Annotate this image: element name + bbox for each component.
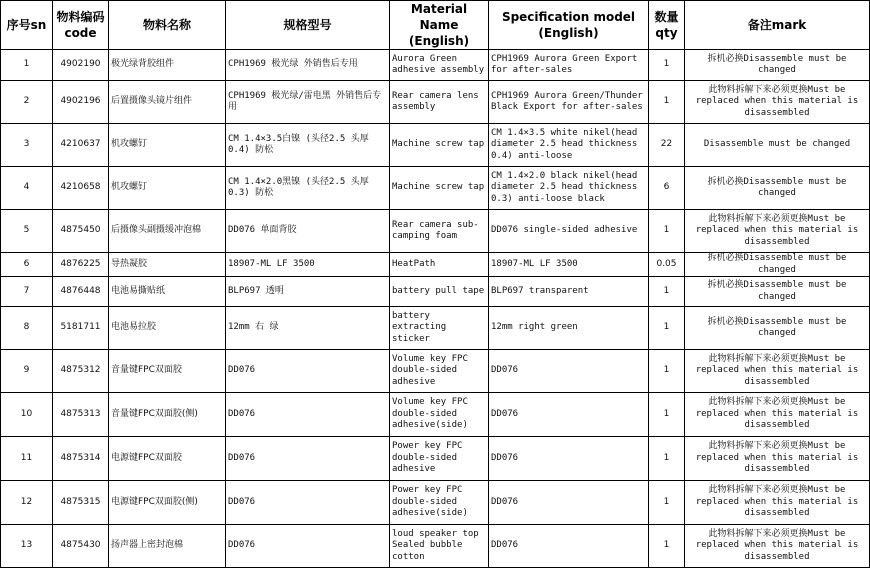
- cell-sn: 13: [1, 525, 53, 568]
- cell-code: 4875430: [53, 525, 109, 568]
- cell-spec-en: DD076: [489, 350, 649, 393]
- cell-remark: 此物料拆解下来必须更换Must be replaced when this material is disassembled: [685, 525, 870, 568]
- cell-spec: 18907-ML LF 3500: [226, 253, 390, 277]
- cell-spec-en: BLP697 transparent: [489, 277, 649, 307]
- cell-spec-en: DD076: [489, 525, 649, 568]
- cell-code: 4876225: [53, 253, 109, 277]
- cell-spec: DD076 单面背胶: [226, 210, 390, 253]
- cell-qty: 1: [649, 210, 685, 253]
- cell-spec-en: DD076: [489, 481, 649, 525]
- table-row: [1, 525, 870, 568]
- cell-sn: 7: [1, 277, 53, 307]
- cell-spec-en: 18907-ML LF 3500: [489, 253, 649, 277]
- cell-spec: CPH1969 极光绿 外销售后专用: [226, 50, 390, 81]
- cell-qty: 1: [649, 307, 685, 350]
- cell-code: 4875313: [53, 393, 109, 437]
- cell-spec-en: DD076: [489, 437, 649, 481]
- table-row: [1, 437, 870, 481]
- cell-qty: 1: [649, 277, 685, 307]
- cell-sn: 12: [1, 481, 53, 525]
- cell-remark: 拆机必换Disassemble must be changed: [685, 307, 870, 350]
- cell-code: 4210658: [53, 167, 109, 210]
- cell-name: 扬声器上密封泡棉: [109, 525, 226, 568]
- cell-qty: 1: [649, 481, 685, 525]
- cell-code: 5181711: [53, 307, 109, 350]
- cell-sn: 3: [1, 124, 53, 167]
- cell-code: 4902196: [53, 81, 109, 124]
- cell-name-en: Volume key FPC double-sided adhesive(side): [390, 393, 489, 437]
- table-row: [1, 167, 870, 210]
- cell-qty: 1: [649, 393, 685, 437]
- header-sn: 序号sn: [1, 1, 53, 50]
- cell-spec-en: 12mm right green: [489, 307, 649, 350]
- cell-name: 电池易撕贴纸: [109, 277, 226, 307]
- cell-name-en: Machine screw tap: [390, 124, 489, 167]
- table-row: [1, 253, 870, 277]
- cell-name: 机攻螺钉: [109, 124, 226, 167]
- header-code: 物料编码code: [53, 1, 109, 50]
- cell-spec: 12mm 右 绿: [226, 307, 390, 350]
- header-name-en: Material Name (English): [390, 1, 489, 50]
- cell-name: 电池易拉胶: [109, 307, 226, 350]
- cell-name: 音量键FPC双面胶(侧): [109, 393, 226, 437]
- cell-name-en: Power key FPC double-sided adhesive(side): [390, 481, 489, 525]
- cell-name-en: Power key FPC double-sided adhesive: [390, 437, 489, 481]
- table-row: [1, 277, 870, 307]
- cell-sn: 10: [1, 393, 53, 437]
- cell-qty: 1: [649, 81, 685, 124]
- cell-name-en: Volume key FPC double-sided adhesive: [390, 350, 489, 393]
- cell-spec: DD076: [226, 350, 390, 393]
- header-spec: 规格型号: [226, 1, 390, 50]
- cell-remark: 拆机必换Disassemble must be changed: [685, 167, 870, 210]
- cell-code: 4902190: [53, 50, 109, 81]
- cell-spec-en: DD076: [489, 393, 649, 437]
- cell-spec: CM 1.4×3.5白镍 (头径2.5 头厚0.4) 防松: [226, 124, 390, 167]
- cell-spec-en: CM 1.4×3.5 white nikel(head diameter 2.5 head thickness 0.4) anti-loose: [489, 124, 649, 167]
- cell-name-en: battery extracting sticker: [390, 307, 489, 350]
- table-row: [1, 481, 870, 525]
- cell-qty: 6: [649, 167, 685, 210]
- cell-code: 4875314: [53, 437, 109, 481]
- cell-sn: 2: [1, 81, 53, 124]
- cell-spec-en: CPH1969 Aurora Green/Thunder Black Export for after-sales: [489, 81, 649, 124]
- cell-sn: 1: [1, 50, 53, 81]
- cell-code: 4210637: [53, 124, 109, 167]
- cell-remark: 拆机必换Disassemble must be changed: [685, 253, 870, 277]
- cell-name-en: loud speaker top Sealed bubble cotton: [390, 525, 489, 568]
- cell-remark: 拆机必换Disassemble must be changed: [685, 277, 870, 307]
- cell-spec: CPH1969 极光绿/雷电黑 外销售后专用: [226, 81, 390, 124]
- table-row: [1, 50, 870, 81]
- cell-name-en: Aurora Green adhesive assembly: [390, 50, 489, 81]
- cell-name: 音量键FPC双面胶: [109, 350, 226, 393]
- table-row: [1, 307, 870, 350]
- cell-name: 极光绿背胶组件: [109, 50, 226, 81]
- cell-spec: DD076: [226, 525, 390, 568]
- cell-remark: Disassemble must be changed: [685, 124, 870, 167]
- cell-sn: 11: [1, 437, 53, 481]
- cell-remark: 此物料拆解下来必须更换Must be replaced when this material is disassembled: [685, 481, 870, 525]
- cell-sn: 8: [1, 307, 53, 350]
- table-row: [1, 210, 870, 253]
- cell-remark: 此物料拆解下来必须更换Must be replaced when this material is disassembled: [685, 393, 870, 437]
- cell-code: 4875312: [53, 350, 109, 393]
- cell-name: 机攻螺钉: [109, 167, 226, 210]
- cell-name-en: Rear camera lens assembly: [390, 81, 489, 124]
- cell-qty: 1: [649, 50, 685, 81]
- cell-qty: 1: [649, 437, 685, 481]
- cell-remark: 此物料拆解下来必须更换Must be replaced when this material is disassembled: [685, 350, 870, 393]
- cell-spec: BLP697 透明: [226, 277, 390, 307]
- cell-code: 4876448: [53, 277, 109, 307]
- cell-spec-en: CPH1969 Aurora Green Export for after-sales: [489, 50, 649, 81]
- table-row: [1, 393, 870, 437]
- cell-name: 后置摄像头镜片组件: [109, 81, 226, 124]
- cell-name: 电源键FPC双面胶: [109, 437, 226, 481]
- cell-qty: 0.05: [649, 253, 685, 277]
- cell-sn: 4: [1, 167, 53, 210]
- table-row: [1, 81, 870, 124]
- cell-name: 电源键FPC双面胶(侧): [109, 481, 226, 525]
- cell-spec-en: DD076 single-sided adhesive: [489, 210, 649, 253]
- cell-name-en: battery pull tape: [390, 277, 489, 307]
- cell-remark: 此物料拆解下来必须更换Must be replaced when this material is disassembled: [685, 210, 870, 253]
- cell-remark: 此物料拆解下来必须更换Must be replaced when this material is disassembled: [685, 81, 870, 124]
- cell-name: 后摄像头副摄缓冲泡棉: [109, 210, 226, 253]
- header-remark: 备注mark: [685, 1, 870, 50]
- cell-code: 4875450: [53, 210, 109, 253]
- cell-qty: 1: [649, 350, 685, 393]
- cell-name-en: Machine screw tap: [390, 167, 489, 210]
- table-row: [1, 124, 870, 167]
- header-spec-en: Specification model (English): [489, 1, 649, 50]
- cell-spec: DD076: [226, 393, 390, 437]
- cell-sn: 6: [1, 253, 53, 277]
- cell-spec: DD076: [226, 481, 390, 525]
- cell-code: 4875315: [53, 481, 109, 525]
- cell-qty: 1: [649, 525, 685, 568]
- cell-name-en: HeatPath: [390, 253, 489, 277]
- cell-sn: 5: [1, 210, 53, 253]
- cell-remark: 拆机必换Disassemble must be changed: [685, 50, 870, 81]
- cell-sn: 9: [1, 350, 53, 393]
- cell-spec: DD076: [226, 437, 390, 481]
- header-qty: 数量qty: [649, 1, 685, 50]
- cell-name-en: Rear camera sub-camping foam: [390, 210, 489, 253]
- cell-spec: CM 1.4×2.0黑镍 (头径2.5 头厚0.3) 防松: [226, 167, 390, 210]
- header-name: 物料名称: [109, 1, 226, 50]
- cell-spec-en: CM 1.4×2.0 black nikel(head diameter 2.5 head thickness 0.3) anti-loose black: [489, 167, 649, 210]
- cell-name: 导热凝胶: [109, 253, 226, 277]
- cell-qty: 22: [649, 124, 685, 167]
- table-row: [1, 350, 870, 393]
- table-header-row: [1, 1, 870, 50]
- cell-remark: 此物料拆解下来必须更换Must be replaced when this material is disassembled: [685, 437, 870, 481]
